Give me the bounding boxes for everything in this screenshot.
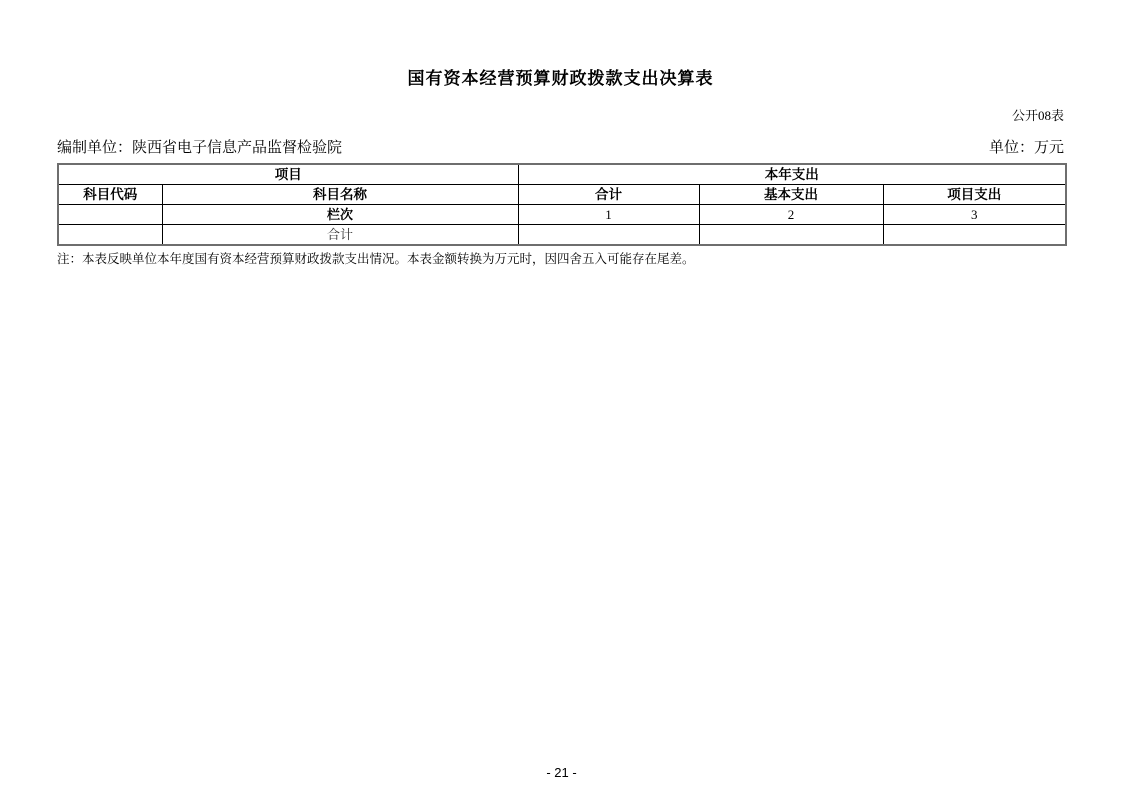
column-index-2: 2 xyxy=(699,205,883,225)
footnote: 注：本表反映单位本年度国有资本经营预算财政拨款支出情况。本表金额转换为万元时，因四舍五入可能存在尾差。 xyxy=(57,252,695,266)
row-subject-name: 合计 xyxy=(162,225,518,246)
budget-table xyxy=(57,163,1067,246)
table-row xyxy=(58,225,1066,246)
prepared-by-value: 陕西省电子信息产品监督检验院 xyxy=(132,140,343,156)
form-code-label: 公开08表 xyxy=(1011,108,1064,123)
column-index-label: 栏次 xyxy=(162,205,518,225)
page-content xyxy=(0,0,1123,267)
column-index-empty-cell xyxy=(58,205,162,225)
row-project-expenditure-value xyxy=(883,225,1066,246)
row-basic-expenditure-value xyxy=(699,225,883,246)
column-header-basic-expenditure: 基本支出 xyxy=(699,185,883,205)
row-subject-code xyxy=(58,225,162,246)
column-header-project-expenditure: 项目支出 xyxy=(883,185,1066,205)
column-header-subject-code: 科目代码 xyxy=(58,185,162,205)
prepared-by-label: 编制单位： xyxy=(57,140,133,156)
table-column-index-row xyxy=(58,205,1066,225)
page-title: 国有资本经营预算财政拨款支出决算表 xyxy=(407,69,714,88)
group-header-year-expenditure: 本年支出 xyxy=(518,164,1066,185)
page-number: - 21 - xyxy=(546,765,577,780)
column-header-total: 合计 xyxy=(518,185,699,205)
unit-label: 单位： xyxy=(988,140,1034,156)
unit-value: 万元 xyxy=(1033,140,1064,156)
prepared-by xyxy=(57,136,342,157)
column-header-subject-name: 科目名称 xyxy=(162,185,518,205)
table-group-header-row xyxy=(58,164,1066,185)
row-total-value xyxy=(518,225,699,246)
group-header-project: 项目 xyxy=(58,164,518,185)
meta-row xyxy=(57,136,1064,157)
column-index-3: 3 xyxy=(883,205,1066,225)
column-index-1: 1 xyxy=(518,205,699,225)
table-column-header-row xyxy=(58,185,1066,205)
unit xyxy=(989,136,1064,157)
